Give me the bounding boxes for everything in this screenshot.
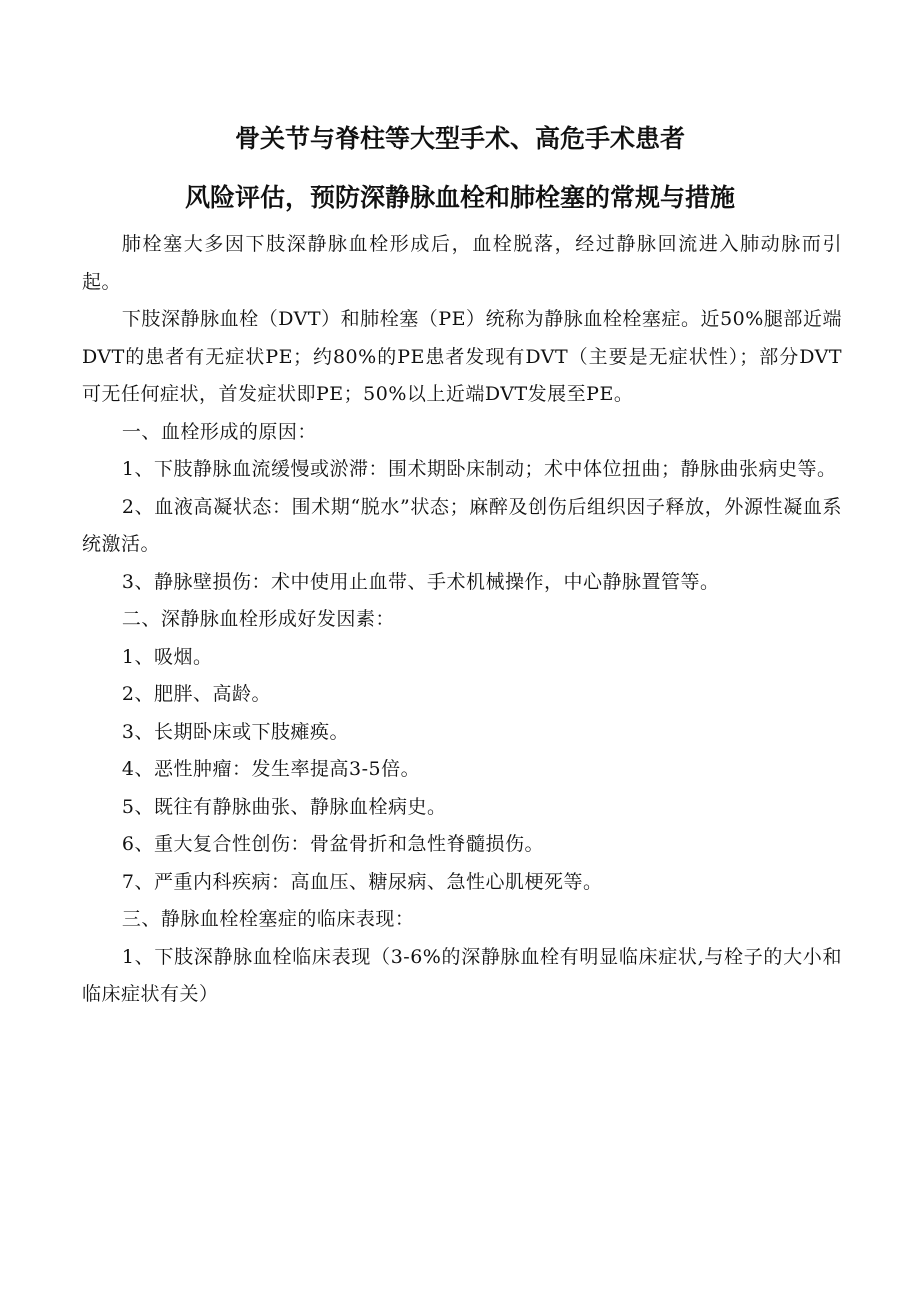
risk-factor-item: 2、肥胖、高龄。	[121, 683, 271, 705]
cause-item: 1、下肢静脉血流缓慢或淤滞：围术期卧床制动；术中体位扭曲；静脉曲张病史等。	[121, 458, 837, 480]
intro-paragraph: 肺栓塞大多因下肢深静脉血栓形成后，血栓脱落，经过静脉回流进入肺动脉而引起。	[82, 233, 842, 293]
risk-factor-item: 6、重大复合性创伤：骨盆骨折和急性脊髓损伤。	[121, 833, 544, 855]
cause-item: 3、静脉壁损伤：术中使用止血带、手术机械操作，中心静脉置管等。	[121, 570, 720, 593]
document-body	[82, 226, 842, 1014]
cause-item: 2、血液高凝状态：围术期“脱水”状态；麻醉及创伤后组织因子释放，外源性凝血系统激活。	[82, 495, 842, 555]
clinical-item: 1、下肢深静脉血栓临床表现（3-6%的深静脉血栓有明显临床症状,与栓子的大小和临床症状有关）	[82, 945, 842, 1005]
risk-factor-item: 3、长期卧床或下肢瘫痪。	[121, 720, 349, 743]
risk-factor-item: 7、严重内科疾病：高血压、糖尿病、急性心肌梗死等。	[121, 870, 603, 893]
dvt-pe-paragraph: 下肢深静脉血栓（DVT）和肺栓塞（PE）统称为静脉血栓栓塞症。近50%腿部近端DVT的患者有无症状PE；约80%的PE患者发现有DVT（主要是无症状性）；部分DVT可无任何症状，首发症状即PE；50%以上近端DVT发展至PE。	[82, 308, 842, 405]
document-title-line-1: 骨关节与脊柱等大型手术、高危手术患者	[234, 124, 685, 153]
section-heading-risk-factors: 二、深静脉血栓形成好发因素：	[121, 608, 395, 630]
risk-factor-item: 4、恶性肿瘤：发生率提高3-5倍。	[121, 758, 421, 780]
section-heading-causes: 一、血栓形成的原因：	[121, 420, 317, 443]
section-heading-clinical: 三、静脉血栓栓塞症的临床表现：	[121, 908, 415, 930]
risk-factor-item: 5、既往有静脉曲张、静脉血栓病史。	[121, 795, 447, 818]
risk-factor-item: 1、吸烟。	[121, 645, 213, 668]
document-title-line-2: 风险评估，预防深静脉血栓和肺栓塞的常规与措施	[184, 183, 735, 212]
